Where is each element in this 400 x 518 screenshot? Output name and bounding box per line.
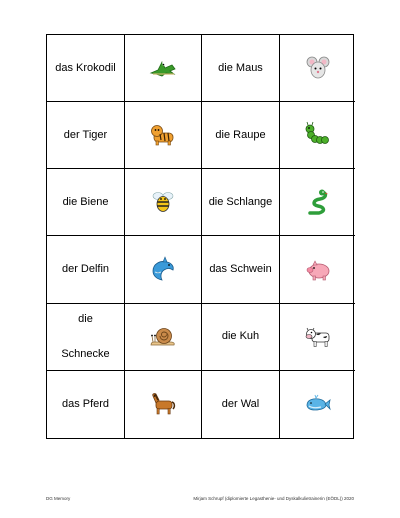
card-word-maus	[202, 35, 280, 102]
pig-icon	[303, 255, 333, 285]
horse-icon	[148, 389, 178, 419]
card-picture-delfin	[125, 236, 202, 303]
mouse-icon	[303, 53, 333, 83]
card-word-pferd	[47, 371, 125, 438]
word-label: die Schlange	[208, 195, 273, 208]
word-label: das Schwein	[209, 263, 272, 276]
word-label: das Krokodil	[55, 61, 116, 74]
card-picture-maus	[280, 35, 355, 102]
tiger-icon	[148, 120, 178, 150]
card-picture-kuh	[280, 304, 355, 371]
cow-icon	[303, 322, 333, 352]
word-label: die Maus	[218, 61, 263, 74]
card-word-tiger	[47, 102, 125, 169]
bee-icon	[148, 187, 178, 217]
footer-left: DG Memory	[46, 496, 71, 501]
crocodile-icon	[148, 53, 178, 83]
dolphin-icon	[148, 255, 178, 285]
word-label: die Raupe	[215, 128, 266, 141]
card-picture-schlange	[280, 169, 355, 236]
card-word-krokodil	[47, 35, 125, 102]
card-picture-wal	[280, 371, 355, 438]
whale-icon	[303, 389, 333, 419]
card-word-kuh	[202, 304, 280, 371]
card-picture-schnecke	[125, 304, 202, 371]
snail-icon	[148, 322, 178, 352]
word-label: der Tiger	[63, 128, 108, 141]
word-label: der Delfin	[61, 263, 110, 276]
card-picture-tiger	[125, 102, 202, 169]
card-picture-raupe	[280, 102, 355, 169]
card-word-delfin	[47, 236, 125, 303]
memory-card-grid	[46, 34, 354, 439]
card-word-raupe	[202, 102, 280, 169]
card-picture-schwein	[280, 236, 355, 303]
card-word-schnecke	[47, 304, 125, 371]
card-word-schlange	[202, 169, 280, 236]
snake-icon	[303, 187, 333, 217]
caterpillar-icon	[303, 120, 333, 150]
word-label: der Wal	[221, 397, 260, 410]
card-picture-pferd	[125, 371, 202, 438]
word-label: die Kuh	[221, 330, 260, 343]
card-word-wal	[202, 371, 280, 438]
word-label-line2: Schnecke	[61, 347, 110, 360]
word-label: das Pferd	[61, 397, 110, 410]
word-label-line1: die	[78, 312, 93, 325]
card-word-biene	[47, 169, 125, 236]
word-label: die Biene	[62, 195, 109, 208]
footer-right: Mirjam Schrupf (diplomierte Legasthenie- und Dyskalkulietrainerin (EÖDL)) 2020	[193, 496, 354, 501]
card-picture-biene	[125, 169, 202, 236]
card-word-schwein	[202, 236, 280, 303]
card-picture-krokodil	[125, 35, 202, 102]
word-label	[59, 312, 111, 362]
